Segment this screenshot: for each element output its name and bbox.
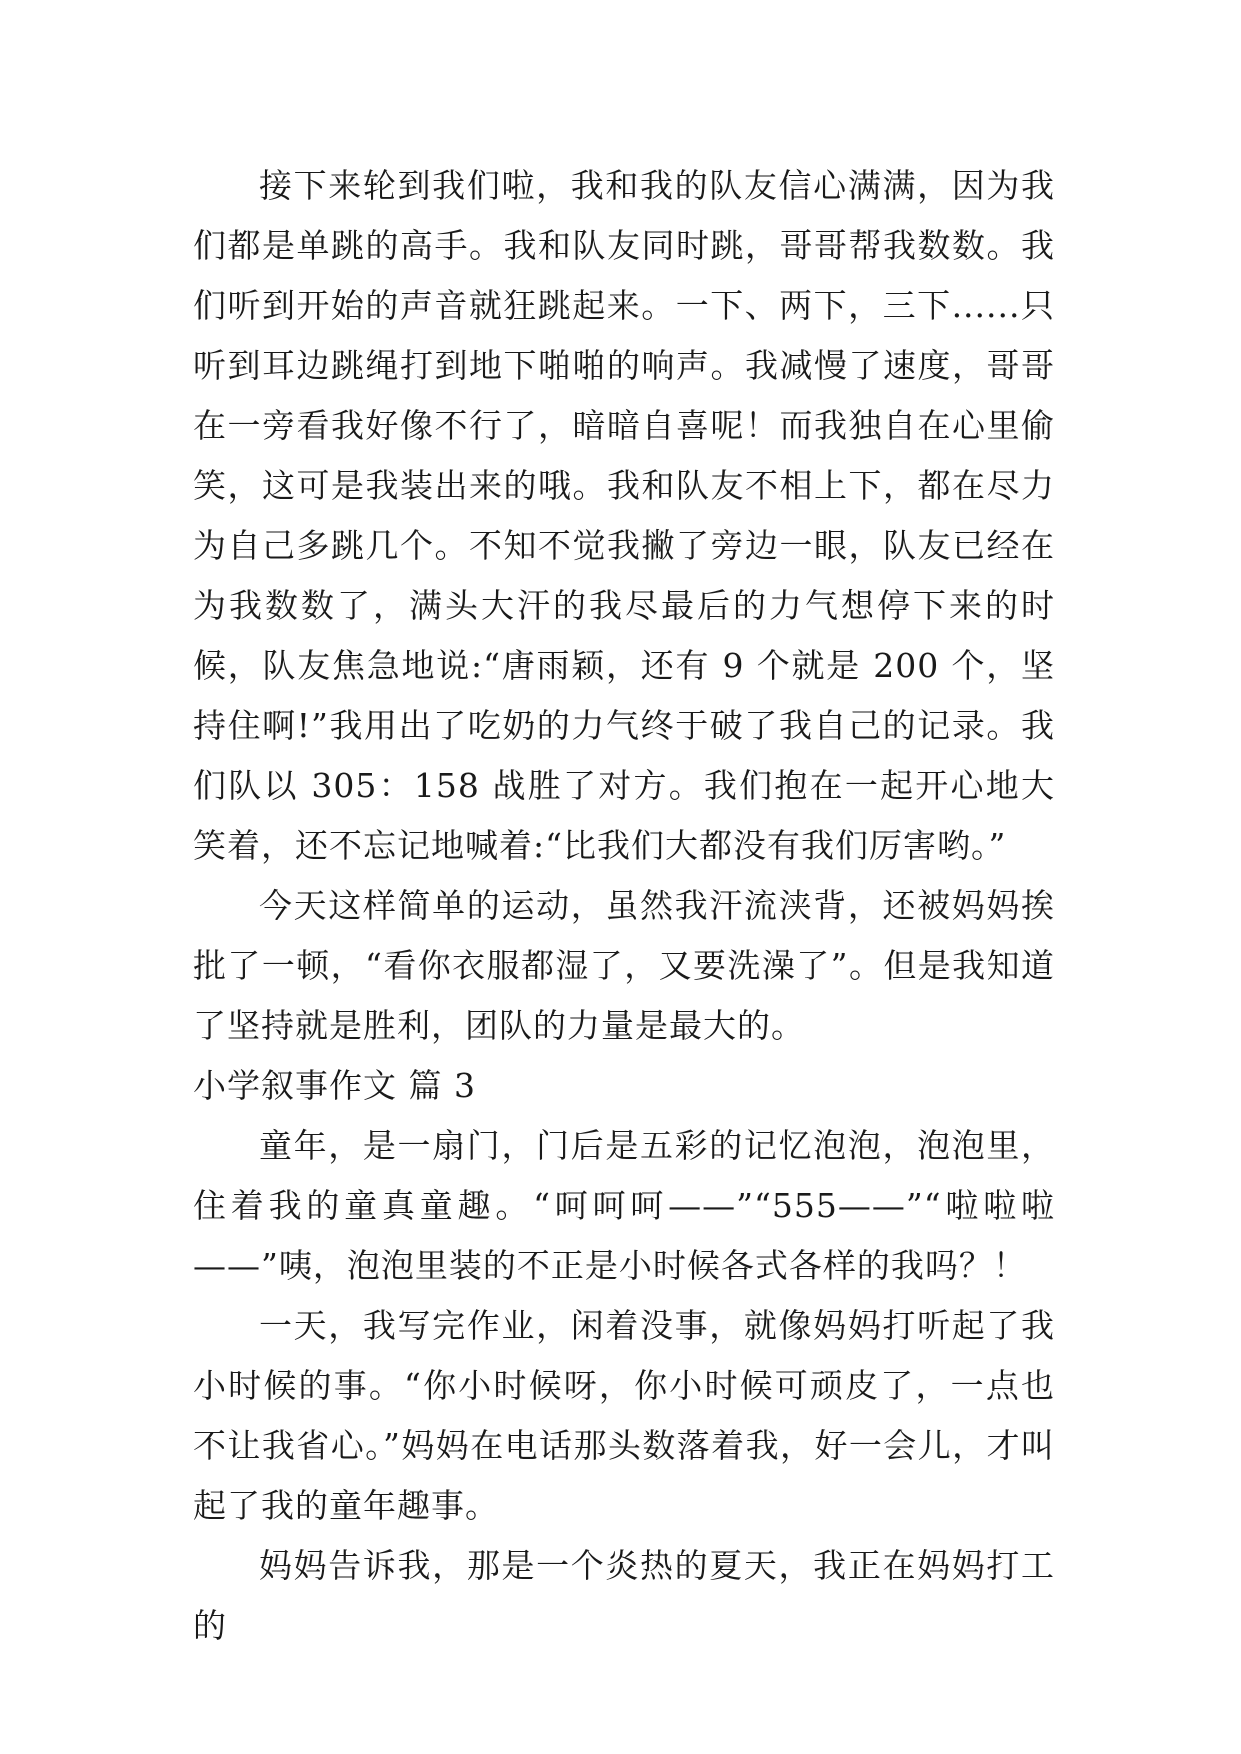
paragraph-hot-summer: 妈妈告诉我，那是一个炎热的夏天，我正在妈妈打工的 <box>193 1546 1055 1645</box>
paragraph-rope-skipping-match: 接下来轮到我们啦，我和我的队友信心满满，因为我们都是单跳的高手。我和队友同时跳，哥哥帮我数数。我们听到开始的声音就狂跳起来。一下、两下，三下......只听到耳边跳绳打到地下啪啪的响声。我减慢了速度，哥哥在一旁看我好像不行了，暗暗自喜呢！而我独自在心里偷笑，这可是我装出来的哦。我和队友不相上下，都在尽力为自己多跳几个。不知不觉我撇了旁边一眼，队友已经在为我数数了，满头大汗的我尽最后的力气想停下来的时候，队友焦急地说:“唐雨颖，还有 9 个就是 200 个，坚持住啊!”我用出了吃奶的力气终于破了我自己的记录。我们队以 305：158 战胜了对方。我们抱在一起开心地大笑着，还不忘记地喊着:“比我们大都没有我们厉害哟。” <box>193 166 1055 865</box>
document-body <box>193 156 1055 1656</box>
paragraph-asking-mother: 一天，我写完作业，闲着没事，就像妈妈打听起了我小时候的事。“你小时候呀，你小时候可顽皮了，一点也不让我省心。”妈妈在电话那头数落着我，好一会儿，才叫起了我的童年趣事。 <box>193 1306 1055 1525</box>
paragraph-childhood-intro: 童年，是一扇门，门后是五彩的记忆泡泡，泡泡里，住着我的童真童趣。“呵呵呵——”“555——”“啦啦啦——”咦，泡泡里装的不正是小时候各式各样的我吗？！ <box>193 1126 1055 1285</box>
section-title: 小学叙事作文 篇 3 <box>193 1066 476 1105</box>
paragraph-conclusion: 今天这样简单的运动，虽然我汗流浃背，还被妈妈挨批了一顿，“看你衣服都湿了，又要洗澡了”。但是我知道了坚持就是胜利，团队的力量是最大的。 <box>193 886 1055 1045</box>
